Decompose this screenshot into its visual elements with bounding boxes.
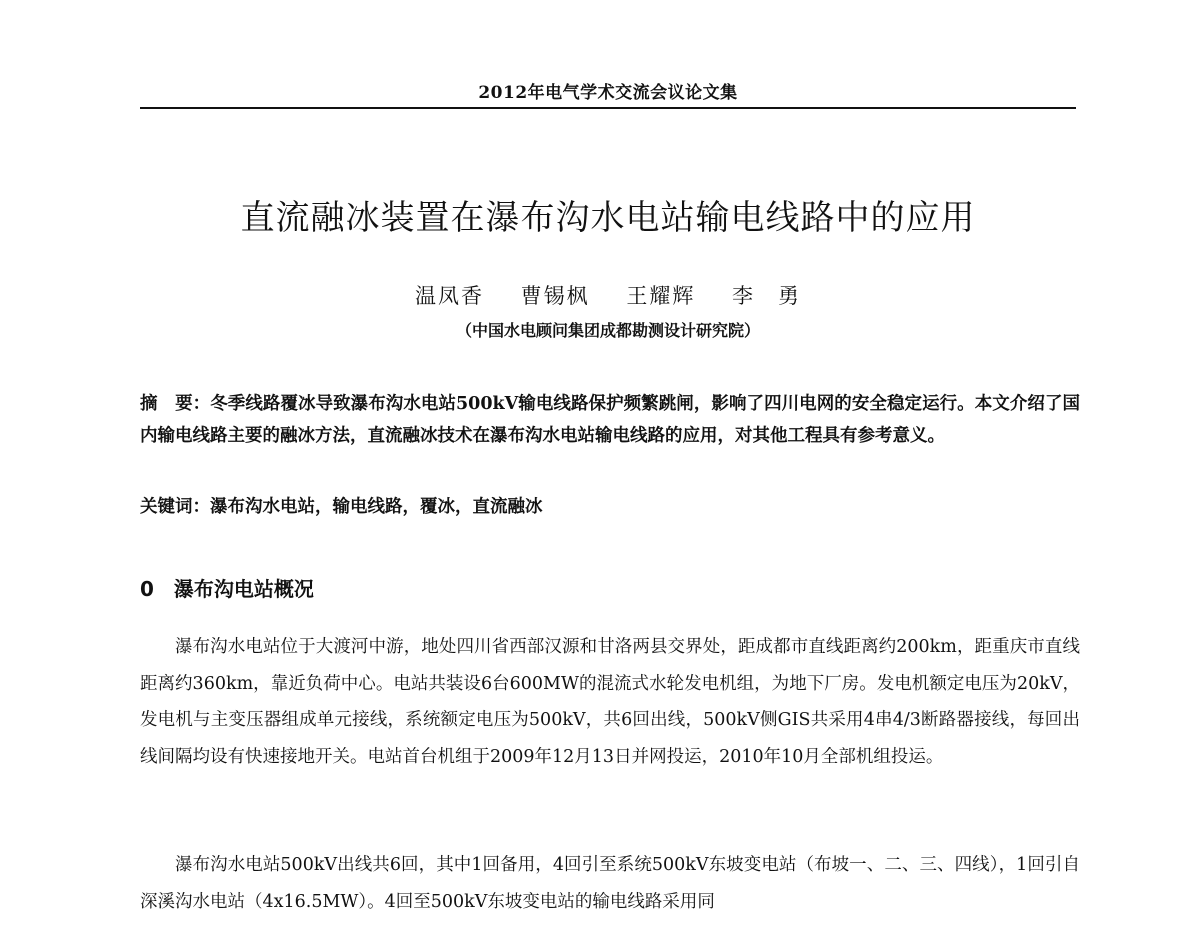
section-number: 0	[140, 577, 154, 601]
keywords-label: 关键词：	[140, 497, 210, 517]
abstract	[140, 388, 1080, 452]
author-name: 李 勇	[732, 284, 802, 308]
abstract-text: 冬季线路覆冰导致瀑布沟水电站500kV输电线路保护频繁跳闸，影响了四川电网的安全稳定运行。本文介绍了国内输电线路主要的融冰方法，直流融冰技术在瀑布沟水电站输电线路的应用，对其他工程具有参考意义。	[140, 394, 1081, 446]
author-affiliation: （中国水电顾问集团成都勘测设计研究院）	[455, 321, 760, 340]
running-header: 2012年电气学术交流会议论文集	[478, 83, 738, 103]
keywords	[140, 491, 1080, 523]
author-name: 曹锡枫	[520, 284, 590, 308]
paper-title: 直流融冰装置在瀑布沟水电站输电线路中的应用	[240, 198, 976, 238]
header-rule	[140, 107, 1076, 109]
abstract-label: 摘 要：	[140, 394, 211, 414]
author-name: 温凤香	[414, 284, 484, 308]
body-paragraph: 瀑布沟水电站位于大渡河中游，地处四川省西部汉源和甘洛两县交界处，距成都市直线距离约200km，距重庆市直线距离约360km，靠近负荷中心。电站共装设6台600MW的混流式水轮发电机组，为地下厂房。发电机额定电压为20kV，发电机与主变压器组成单元接线，系统额定电压为500kV，共6回出线，500kV侧GIS共采用4串4/3断路器接线，每回出线间隔均设有快速接地开关。电站首台机组于2009年12月13日并网投运，2010年10月全部机组投运。	[140, 637, 1080, 767]
section-title: 瀑布沟电站概况	[173, 577, 314, 601]
author-name: 王耀辉	[626, 284, 696, 308]
author-list	[140, 280, 1076, 310]
keywords-text: 瀑布沟水电站，输电线路，覆冰，直流融冰	[210, 497, 543, 517]
body-paragraph: 瀑布沟水电站500kV出线共6回，其中1回备用，4回引至系统500kV东坡变电站（布坡一、二、三、四线），1回引自深溪沟水电站（4x16.5MW）。4回至500kV东坡变电站的输电线路采用同	[140, 855, 1080, 912]
section-heading	[140, 573, 1080, 602]
